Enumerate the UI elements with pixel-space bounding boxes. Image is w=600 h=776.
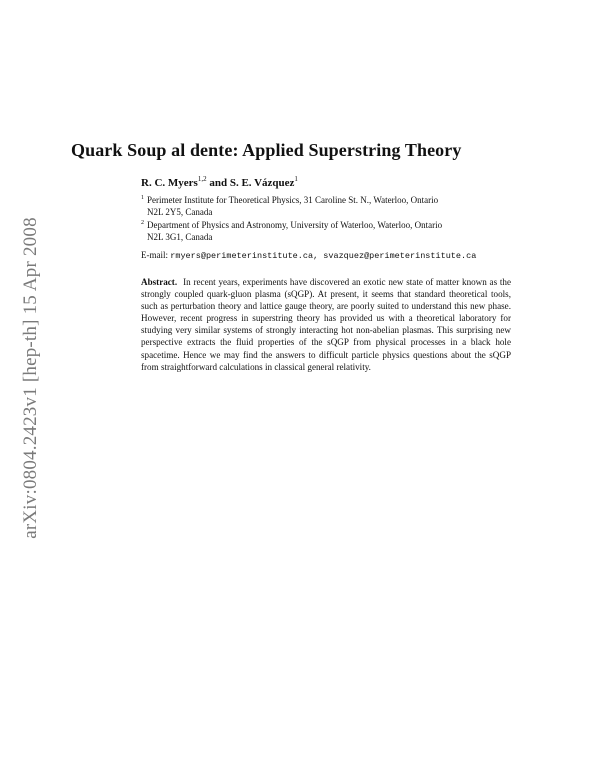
abstract (141, 276, 511, 373)
arxiv-stamp-text: arXiv:0804.2423v1 [hep-th] 15 Apr 2008 (20, 217, 41, 539)
affiliation-line: N2L 2Y5, Canada (147, 207, 213, 217)
affiliation-2 (141, 219, 521, 243)
author-line (141, 177, 298, 189)
affiliation-1 (141, 194, 521, 218)
affiliation-mark: 1 (294, 175, 298, 183)
paper-title: Quark Soup al dente: Applied Superstring Theory (71, 140, 462, 160)
author-name: S. E. Vázquez (229, 177, 295, 189)
email-line (141, 250, 476, 261)
arxiv-stamp (22, 193, 40, 563)
author-name: R. C. Myers (141, 177, 198, 189)
abstract-label: Abstract. (141, 277, 178, 287)
affiliation-mark: 1,2 (197, 175, 207, 183)
author-conjunction: and (209, 177, 228, 189)
email-addresses[interactable]: rmyers@perimeterinstitute.ca, svazquez@perimeterinstitute.ca (170, 251, 477, 261)
affiliation-mark: 1 (141, 195, 144, 201)
email-label: E-mail: (141, 250, 168, 260)
affiliation-line: N2L 3G1, Canada (147, 232, 213, 242)
affiliation-mark: 2 (141, 220, 144, 226)
abstract-text: In recent years, experiments have discovered an exotic new state of matter known as the strongly coupled quark-gluon plasma (sQGP). At present, it seems that standard theoretical tools, such as perturbation theory and lattice gauge theory, are poorly suited to understand this new phase. However, recent progress in superstring theory has provided us with a theoretical laboratory for studying very similar systems of strongly interacting hot non-abelian plasmas. This surprising new perspective extracts the fluid properties of the sQGP from physical processes in a black hole spacetime. Hence we may find the answers to difficult particle physics questions about the sQGP from straightforward calculations in classical general relativity. (141, 277, 511, 372)
affiliation-line: Perimeter Institute for Theoretical Physics, 31 Caroline St. N., Waterloo, Ontario (147, 195, 439, 205)
affiliation-line: Department of Physics and Astronomy, University of Waterloo, Waterloo, Ontario (147, 220, 443, 230)
